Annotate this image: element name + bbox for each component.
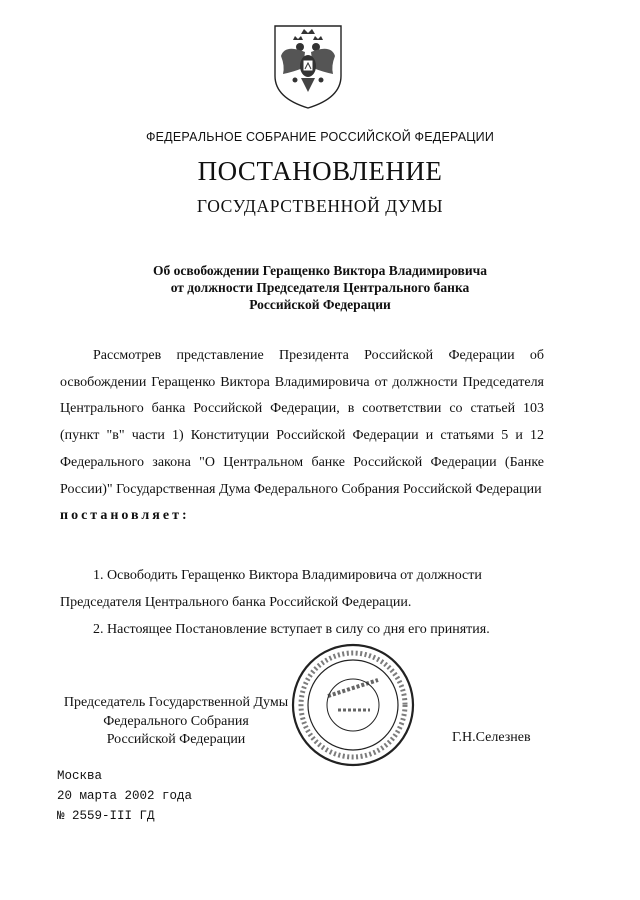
document-number: № 2559-III ГД	[57, 809, 155, 823]
signatory-title	[56, 694, 296, 750]
signatory-title-line: Российской Федерации	[106, 732, 246, 747]
decision-word: постановляет:	[60, 508, 190, 524]
resolution-item: 1. Освободить Геращенко Виктора Владимировича от должности Председателя Центрального банка Российской Федерации.	[60, 568, 482, 610]
official-round-stamp	[288, 640, 418, 770]
subject-line: от должности Председателя Центрального банка	[170, 280, 470, 295]
document-footer	[57, 766, 192, 826]
parliament-heading: ФЕДЕРАЛЬНОЕ СОБРАНИЕ РОССИЙСКОЙ ФЕДЕРАЦИИ	[145, 130, 495, 144]
resolution-items	[60, 562, 544, 643]
signatory-name: Г.Н.Селезнев	[452, 730, 531, 745]
signatory-title-line: Федерального Собрания	[103, 713, 249, 729]
document-type-title: ПОСТАНОВЛЕНИЕ	[197, 156, 443, 186]
signatory-title-line: Председатель Государственной Думы	[63, 695, 289, 710]
resolution-preamble	[60, 343, 544, 530]
coat-of-arms-emblem	[271, 22, 345, 110]
resolution-item: 2. Настоящее Постановление вступает в силу со дня его принятия.	[93, 622, 490, 637]
issue-city: Москва	[57, 769, 103, 783]
issue-date: 20 марта 2002 года	[57, 789, 193, 803]
preamble-paragraph: Рассмотрев представление Президента Российской Федерации об освобождении Геращенко Виктора Владимировича от должности Председателя Центрального банка Российской Федерации, в соответствии со статьей 103 (пункт "в" части 1) Конституции Российской Федерации и статьями 5 и 12 Федерального закона "О Центральном банке Российской Федерации (Банке России)" Государственная Дума Федерального Собрания Российской Федерации	[60, 348, 544, 497]
issuing-body: ГОСУДАРСТВЕННОЙ ДУМЫ	[196, 196, 444, 216]
subject-line: Российской Федерации	[249, 297, 391, 312]
resolution-subject	[80, 262, 560, 313]
subject-line: Об освобождении Геращенко Виктора Владимировича	[153, 263, 487, 278]
